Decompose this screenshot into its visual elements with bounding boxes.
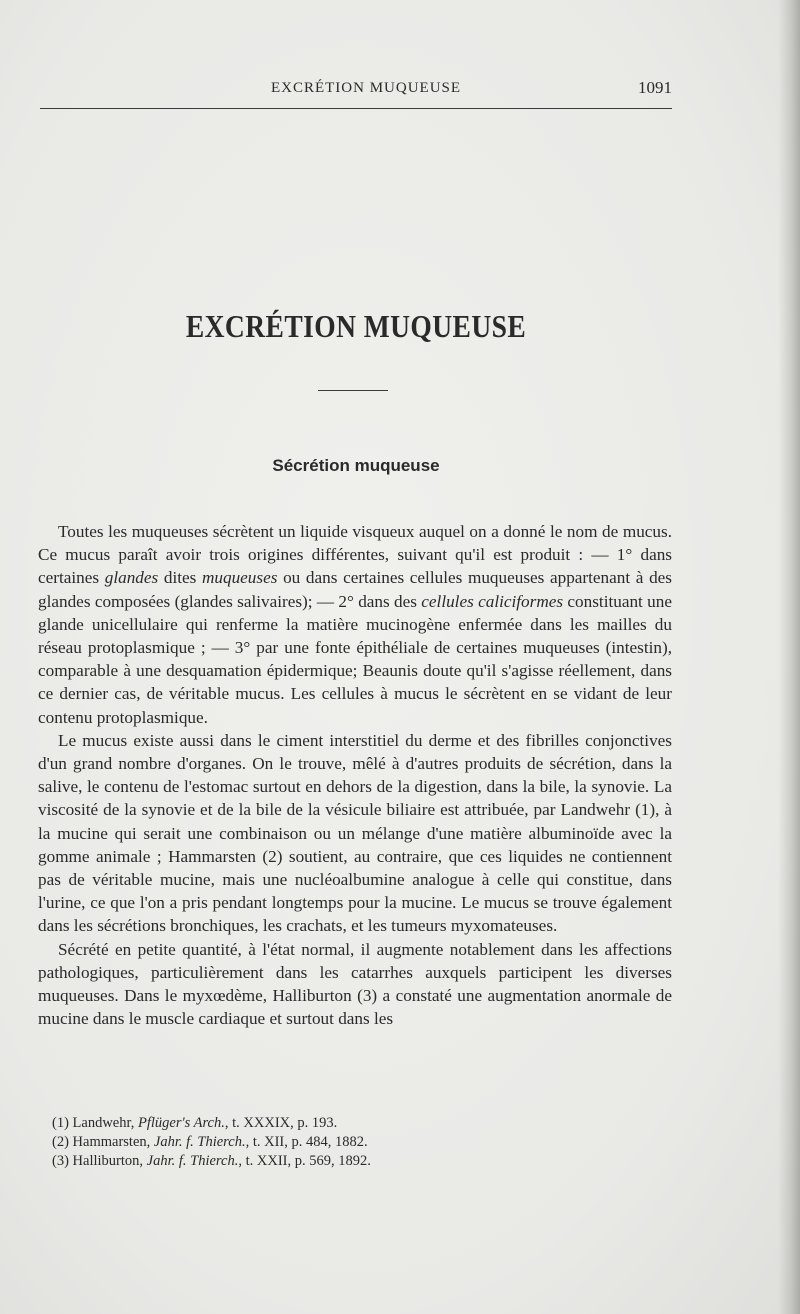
footnote-author: Hammarsten,	[72, 1134, 151, 1150]
paragraph-1	[38, 520, 672, 729]
footnote-reference: , t. XXXIX, p. 193.	[224, 1115, 338, 1131]
footnote-author: Landwehr,	[72, 1115, 135, 1131]
p1-text-1: Toutes les muqueuses sécrètent un liquide visqueux auquel on a donné le nom de mucus. Ce mucus paraît avoir trois origines différentes, suivant qu'il est produit : — 1° dans certaines	[38, 522, 672, 588]
footnote-3	[52, 1152, 612, 1171]
p1-text-3: ou dans certaines cellules muqueuses appartenant à des glandes composées (glandes salivaires); — 2° dans des	[38, 568, 672, 611]
paragraph-2: Le mucus existe aussi dans le ciment interstitiel du derme et des fibrilles conjonctives d'un grand nombre d'organes. On le trouve, mêlé à d'autres produits de sécrétion, dans la salive, le contenu de l'estomac surtout en dehors de la digestion, dans la bile, la synovie. La viscosité de la synovie et de la bile de la vésicule biliaire est attribuée, par Landwehr (1), à la mucine qui serait une combinaison ou un mélange d'une matière albuminoïde avec la gomme animale ; Hammarsten (2) soutient, au contraire, que ces liquides ne contiennent pas de véritable mucine, mais une nucléoalbumine analogue à celle qui constitue, dans l'urine, ce que l'on a pris pendant longtemps pour la mucine. Le mucus se trouve également dans les sécrétions bronchiques, les crachats, et les tumeurs myxomateuses.	[38, 730, 672, 936]
footnotes	[52, 1114, 612, 1171]
p1-italic-muqueuses: muqueuses	[201, 568, 278, 588]
title-divider	[318, 390, 388, 391]
running-title: EXCRÉTION MUQUEUSE	[270, 80, 462, 96]
footnote-reference: , t. XII, p. 484, 1882.	[245, 1134, 368, 1150]
footnote-1	[52, 1114, 612, 1133]
section-title: Sécrétion muqueuse	[272, 456, 440, 475]
footnote-marker: (1)	[52, 1115, 69, 1131]
p1-italic-glandes: glandes	[104, 568, 159, 588]
footnote-author: Halliburton,	[72, 1153, 144, 1169]
body-text	[38, 520, 672, 1030]
footnote-journal: Pflüger's Arch.	[138, 1115, 225, 1131]
page-edge-shadow	[778, 0, 800, 1314]
footnote-reference: , t. XXII, p. 569, 1892.	[238, 1153, 371, 1169]
header-rule	[40, 108, 672, 109]
chapter-title: EXCRÉTION MUQUEUSE	[185, 308, 527, 344]
footnote-2	[52, 1133, 612, 1152]
page-number: 1091	[638, 78, 672, 97]
paragraph-3: Sécrété en petite quantité, à l'état normal, il augmente notablement dans les affections pathologiques, particulièrement dans les catarrhes auxquels participent les diverses muqueuses. Dans le myxœdème, Halliburton (3) a constaté une augmentation anormale de mucine dans le muscle cardiaque et surtout dans les	[38, 939, 672, 1029]
p1-text-2: dites	[158, 568, 202, 588]
footnote-marker: (2)	[52, 1134, 69, 1150]
p1-italic-cellules: cellules caliciformes	[421, 591, 564, 611]
footnote-marker: (3)	[52, 1153, 69, 1169]
p1-text-4: constituant une glande unicellulaire qui renferme la matière mucinogène enfermée dans les mailles du réseau protoplasmique ; — 3° par une fonte épithéliale de certaines muqueuses (intestin), comparable à une desquamation épidermique; Beaunis doute qu'il s'agisse réellement, dans ce dernier cas, de véritable mucus. Les cellules à mucus le sécrètent en se vidant de leur contenu protoplasmique.	[38, 591, 672, 727]
running-header	[60, 78, 672, 100]
footnote-journal: Jahr. f. Thierch.	[153, 1134, 246, 1150]
footnote-journal: Jahr. f. Thierch.	[146, 1153, 239, 1169]
